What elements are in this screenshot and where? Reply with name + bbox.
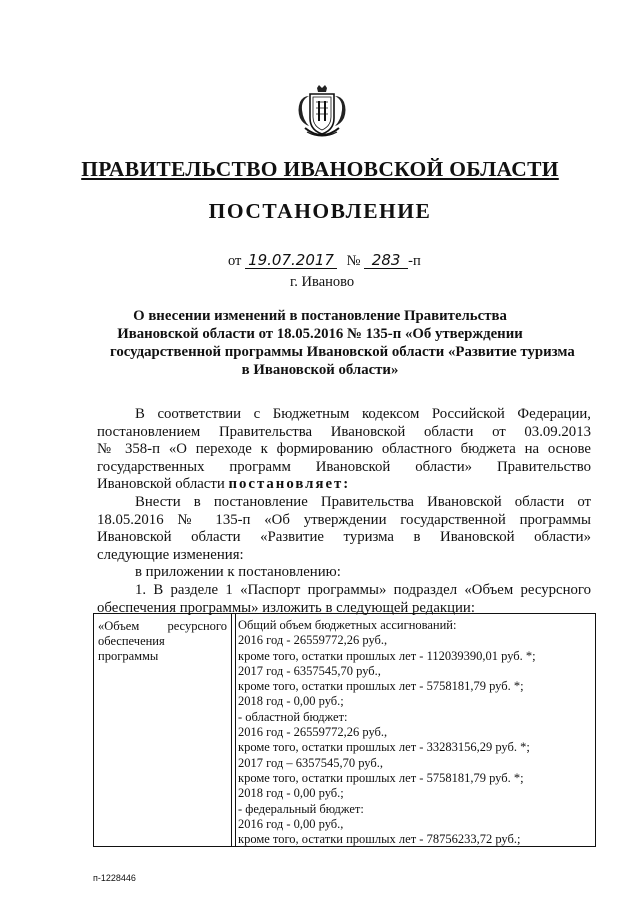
table-label-line: программы [98,649,159,663]
text-line: Ивановской области «Развитие туризма в Ивановской области» [97,529,591,546]
text-line: № 358-п «О переходе к формированию областного бюджета на основе [97,441,591,458]
coat-of-arms-icon [297,84,347,138]
text-line: государственных программ Ивановской области» Правительство [97,458,591,475]
text-fragment: Ивановской области [97,476,229,493]
text-line: следующие изменения: [97,546,244,563]
title-line: государственной программы Ивановской области «Развитие туризма [110,344,575,360]
table-value-line: 2016 год - 26559772,26 руб., [238,633,388,648]
text-line: Внести в постановление Правительства Ивановской области от [135,494,591,510]
date-prefix: от [228,253,242,269]
table-value-cell [238,618,592,847]
document-date: 19.07.2017 [245,252,337,269]
text-line [97,476,591,494]
text-line: В соответствии с Бюджетным кодексом Российской Федерации, [135,406,591,422]
table-value-line: кроме того, остатки прошлых лет - 5758181,79 руб. *; [238,679,524,694]
table-value-line: кроме того, остатки прошлых лет - 112039390,01 руб. *; [238,648,536,663]
table-value-line: - федеральный бюджет: [238,801,364,816]
city: г. Иваново [290,274,355,290]
resource-table [93,613,596,847]
date-number-line [228,252,421,270]
resolves-word: постановляет: [228,476,351,493]
text-line: 1. В разделе 1 «Паспорт программы» подраздел «Объем ресурсного [135,582,591,598]
table-label-line: обеспечения [98,634,165,648]
title-line: Ивановской области от 18.05.2016 № 135-п «Об утверждении [117,326,523,342]
table-divider [232,614,236,846]
paragraph-preamble [97,406,591,494]
table-value-line: - областной бюджет: [238,709,348,724]
number-suffix: -п [408,253,421,269]
document-title [110,307,575,379]
document-number: 283 [364,252,408,269]
title-line: в Ивановской области» [241,362,399,378]
footer-code: п-1228446 [93,873,136,883]
text-line: 18.05.2016 № 135-п «Об утверждении государственной программы [97,511,591,528]
table-label-cell [94,614,232,846]
table-value-line: 2017 год – 6357545,70 руб., [238,755,383,770]
table-value-line: 2017 год - 6357545,70 руб., [238,663,381,678]
document-type: ПОСТАНОВЛЕНИЕ [208,199,432,223]
table-value-line: 2018 год - 0,00 руб.; [238,694,344,709]
text-line: обеспечения программы» изложить в следующей редакции: [97,599,475,616]
text-line: в приложении к постановлению: [135,564,341,580]
table-value-line: кроме того, остатки прошлых лет - 78756233,72 руб.; [238,832,521,847]
paragraph-appendix [97,564,591,582]
table-value-line: кроме того, остатки прошлых лет - 5758181,79 руб. *; [238,770,524,785]
text-line: постановлением Правительства Ивановской области от 03.09.2013 [97,423,591,440]
table-label-line: «Объем ресурсного [98,619,227,633]
paragraph-section-1 [97,582,591,617]
table-value-line: кроме того, остатки прошлых лет - 33283156,29 руб. *; [238,740,530,755]
table-value-line: 2016 год - 26559772,26 руб., [238,725,388,740]
table-value-line: Общий объем бюджетных ассигнований: [238,618,457,632]
organization-title: ПРАВИТЕЛЬСТВО ИВАНОВСКОЙ ОБЛАСТИ [81,157,559,181]
table-value-line: 2016 год - 0,00 руб., [238,816,344,831]
title-line: О внесении изменений в постановление Правительства [133,308,507,324]
table-value-line: 2018 год - 0,00 руб.; [238,786,344,801]
paragraph-amend [97,494,591,564]
number-sign: № [346,253,361,269]
